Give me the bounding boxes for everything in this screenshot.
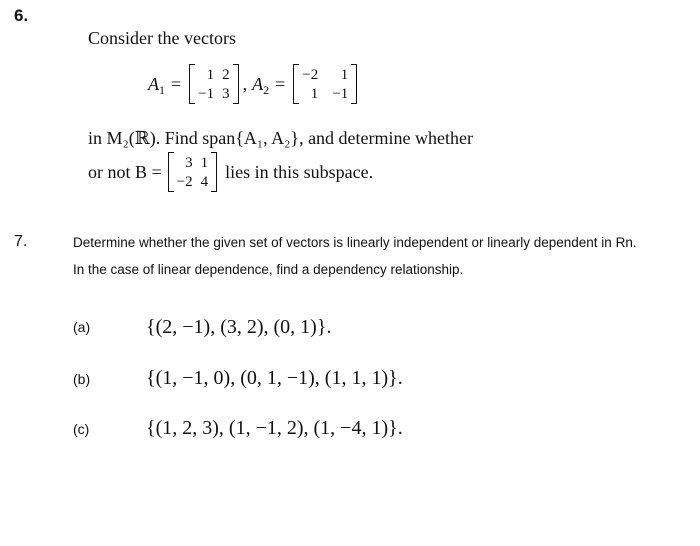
matrix-cell: 1 — [206, 66, 215, 83]
question-number-7: 7. — [14, 233, 28, 250]
equals-sign: = — [275, 73, 286, 94]
matrix-a1-label: $A_1$ — [148, 73, 165, 97]
matrix-cell: 3 — [185, 154, 193, 171]
matrix-a2 — [293, 64, 357, 104]
matrix-cell: −1 — [198, 85, 215, 102]
q7-instruction-line1: Determine whether the given set of vectors is linearly independent or linearly dependent in Rn. — [73, 235, 637, 250]
matrix-a2-label: $A_2$ — [252, 73, 270, 97]
matrix-cell: −2 — [176, 173, 193, 190]
q6-b-line — [88, 150, 373, 194]
q6-b-prefix: or not B = — [88, 161, 162, 182]
part-c-label: (c) — [73, 421, 90, 437]
matrix-cell: 4 — [200, 173, 209, 190]
q6-matrix-line — [148, 62, 359, 106]
part-b-label: (b) — [73, 371, 91, 387]
matrix-a1 — [189, 64, 238, 104]
question-number-6: 6. — [14, 6, 29, 25]
q6-b-suffix: lies in this subspace. — [225, 161, 374, 182]
matrix-cell: 2 — [222, 66, 230, 83]
matrix-cell: −2 — [302, 66, 319, 83]
part-a-set: {(2, −1), (3, 2), (0, 1)}. — [146, 316, 332, 338]
part-c-set: {(1, 2, 3), (1, −1, 2), (1, −4, 1)}. — [146, 417, 403, 439]
q6-span-text: in M₂(ℝ). Find span{A₁, A₂}, and determine whether — [88, 128, 473, 148]
part-b-set: {(1, −1, 0), (0, 1, −1), (1, 1, 1)}. — [146, 367, 403, 389]
comma: , — [242, 73, 248, 94]
part-a-label: (a) — [73, 319, 91, 335]
matrix-cell: 3 — [222, 85, 230, 102]
matrix-b — [168, 152, 217, 192]
equals-sign: = — [171, 73, 182, 94]
q6-intro-text: Consider the vectors — [88, 28, 236, 48]
matrix-cell: 1 — [200, 154, 209, 171]
matrix-cell: −1 — [332, 85, 349, 102]
q7-instruction-line2: In the case of linear dependence, find a dependency relationship. — [73, 262, 464, 277]
matrix-cell: 1 — [310, 85, 319, 102]
matrix-cell: 1 — [340, 66, 349, 83]
